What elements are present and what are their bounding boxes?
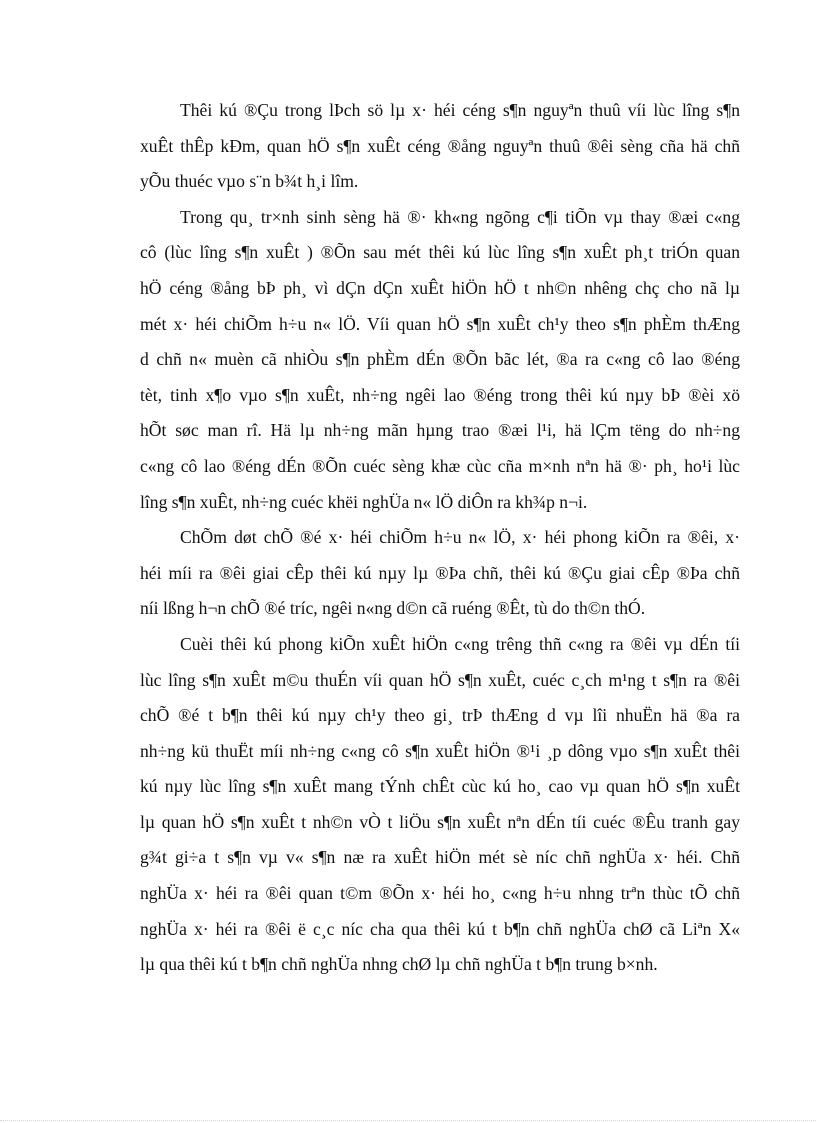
paragraph-3-line-2: héi míi ra ®êi giai cÊp thêi kú nµy lµ ®Þa chñ, thêi kú ®Çu giai cÊp ®Þa chñ [140,562,740,583]
paragraph-3-line-1: ChÕm døt chÕ ®é x· héi chiÕm h÷u n« lÖ, x· héi phong kiÕn ra ®êi, x· [180,527,740,548]
page-bottom-border [0,1120,816,1121]
paragraph-4-line-2: lùc lîng s¶n xuÊt m©u thuÉn víi quan hÖ s¶n xuÊt, cuéc c¸ch m¹ng t s¶n ra ®êi [140,669,740,690]
paragraph-1-line-2: xuÊt thÊp kÐm, quan hÖ s¶n xuÊt céng ®ång nguyªn thuû ®êi sèng cña hä chñ [140,135,740,156]
body-text [140,93,740,983]
paragraph-4-line-10: lµ qua thêi kú t b¶n chñ nghÜa nhng chØ lµ chñ nghÜa t b¶n trung b×nh. [140,954,658,975]
paragraph-4-line-7: g¾t gi÷a t s¶n vµ v« s¶n næ ra xuÊt hiÖn mét sè níc chñ nghÜa x· héi. Chñ [140,847,740,868]
paragraph-2-line-1: Trong qu¸ tr×nh sinh sèng hä ®· kh«ng ngõng c¶i tiÕn vµ thay ®æi c«ng [180,206,740,227]
paragraph-2-line-8: c«ng cô lao ®éng dÉn ®Õn cuéc sèng khæ cùc cña m×nh nªn hä ®· ph¸ ho¹i lùc [140,455,740,476]
paragraph-2-line-2: cô (lùc lîng s¶n xuÊt ) ®Õn sau mét thêi kú lùc lîng s¶n xuÊt ph¸t triÓn quan [140,242,740,263]
paragraph-1-line-3: yÕu thuéc vµo s¨n b¾t h¸i lîm. [140,171,359,192]
paragraph-4-line-4: nh÷ng kü thuËt míi nh÷ng c«ng cô s¶n xuÊt hiÖn ®¹i ¸p dông vµo s¶n xuÊt thêi [140,740,740,761]
paragraph-4-line-6: lµ quan hÖ s¶n xuÊt t nh©n vÒ t liÖu s¶n xuÊt nªn dÉn tíi cuéc ®Êu tranh gay [140,811,740,832]
paragraph-4-line-1: Cuèi thêi kú phong kiÕn xuÊt hiÖn c«ng trêng thñ c«ng ra ®êi vµ dÉn tíi [180,633,740,654]
paragraph-4-line-8: nghÜa x· héi ra ®êi quan t©m ®Õn x· héi ho¸ c«ng h÷u nhng trªn thùc tÕ chñ [140,883,740,904]
paragraph-4-line-9: nghÜa x· héi ra ®êi ë c¸c níc cha qua thêi kú t b¶n chñ nghÜa chØ cã Liªn X« [140,918,740,939]
paragraph-2-line-7: hÕt søc man rî. Hä lµ nh÷ng mãn hµng trao ®æi l¹i, hä lÇm tëng do nh÷ng [140,420,740,441]
paragraph-2-line-5: d chñ n« muèn cã nhiÒu s¶n phÈm dÉn ®Õn bãc lét, ®a ra c«ng cô lao ®éng [140,349,740,370]
paragraph-3-line-3: níi lßng h¬n chÕ ®é tríc, ngêi n«ng d©n cã ruéng ®Êt, tù do th©n thÓ. [140,598,646,619]
paragraph-1-line-1: Thêi kú ®Çu trong lÞch sö lµ x· héi céng s¶n nguyªn thuû víi lùc lîng s¶n [180,100,740,120]
paragraph-2-line-6: tèt, tinh x¶o vµo s¶n xuÊt, nh÷ng ngêi lao ®éng trong thêi kú nµy bÞ ®èi xö [140,384,740,405]
paragraph-2-line-4: mét x· héi chiÕm h÷u n« lÖ. Víi quan hÖ s¶n xuÊt ch¹y theo s¶n phÈm thÆng [140,313,740,334]
paragraph-4-line-3: chÕ ®é t b¶n thêi kú nµy ch¹y theo gi¸ trÞ thÆng d vµ lîi nhuËn hä ®a ra [140,705,740,726]
paragraph-4-line-5: kú nµy lùc lîng s¶n xuÊt mang tÝnh chÊt cùc kú ho¸ cao vµ quan hÖ s¶n xuÊt [140,776,740,797]
paragraph-2-line-9: lîng s¶n xuÊt, nh÷ng cuéc khëi nghÜa n« lÖ diÔn ra kh¾p n¬i. [140,491,588,512]
paragraph-2-line-3: hÖ céng ®ång bÞ ph¸ vì dÇn dÇn xuÊt hiÖn hÖ t nh©n nhêng chç cho nã lµ [140,277,740,298]
